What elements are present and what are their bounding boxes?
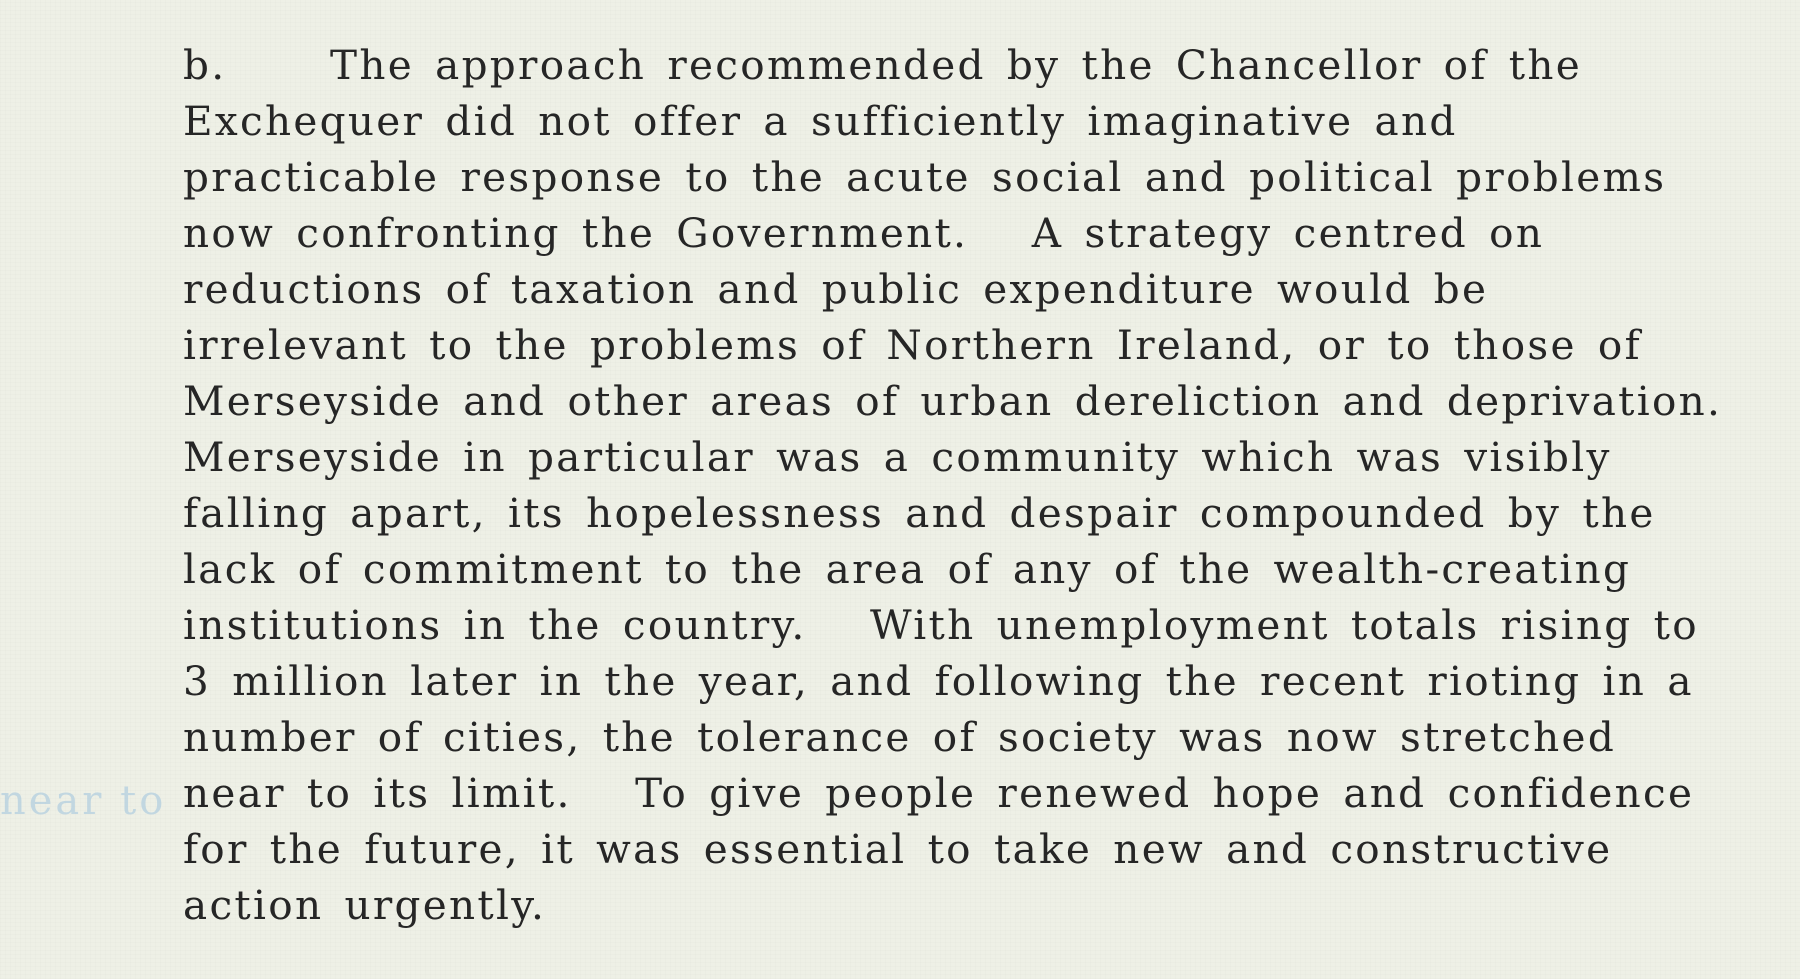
text-line: Merseyside and other areas of urban dereliction and deprivation. [183,377,1723,425]
text-line: irrelevant to the problems of Northern Ireland, or to those of [183,321,1642,369]
text-line: The approach recommended by the Chancellor of the [330,41,1583,89]
offset-ink-fragment: near to [0,778,167,824]
text-line: reductions of taxation and public expenditure would be [183,265,1489,313]
text-line: practicable response to the acute social and political problems [183,153,1667,201]
text-line: lack of commitment to the area of any of the wealth-creating [183,545,1632,593]
text-line: number of cities, the tolerance of society was now stretched [183,713,1617,761]
text-line: falling apart, its hopelessness and despair compounded by the [183,489,1656,537]
text-line: action urgently. [183,881,547,929]
text-line: near to its limit. To give people renewed hope and confidence [183,769,1695,817]
paragraph-label: b. [183,41,227,89]
text-line: institutions in the country. With unemployment totals rising to [183,601,1699,649]
text-line: 3 million later in the year, and following the recent rioting in a [183,657,1694,705]
text-line: for the future, it was essential to take new and constructive [183,825,1613,873]
text-line: Exchequer did not offer a sufficiently imaginative and [183,97,1458,145]
text-line: Merseyside in particular was a community which was visibly [183,433,1612,481]
text-line: now confronting the Government. A strategy centred on [183,209,1545,257]
